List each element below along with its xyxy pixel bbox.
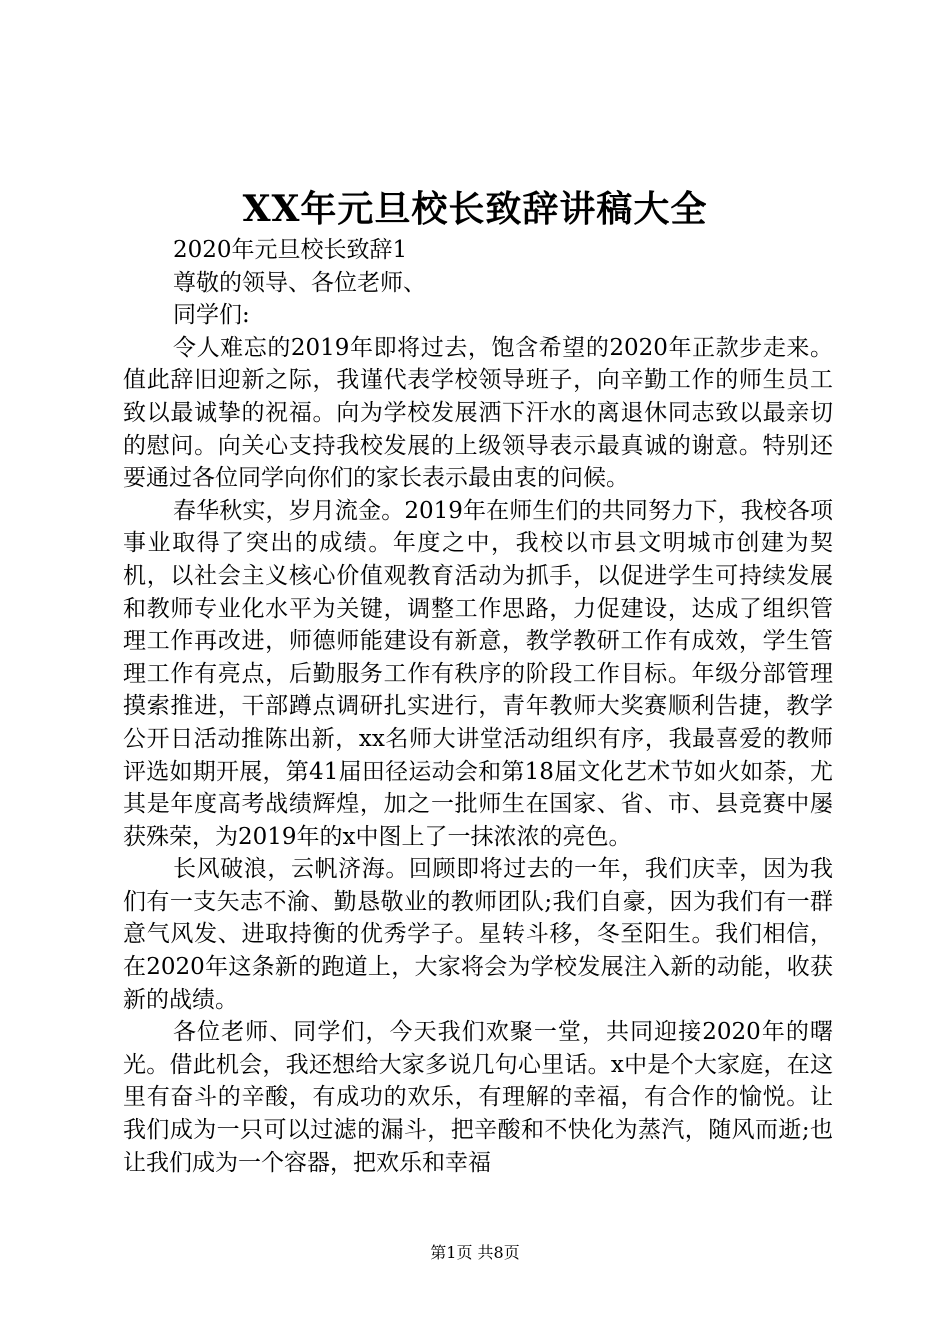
paragraph: 令人难忘的2019年即将过去，饱含希望的2020年正款步走来。值此辞旧迎新之际，我谨代表学校领导班子，向辛勤工作的师生员工致以最诚挚的祝福。向为学校发展洒下汗水的离退休同志致以最亲切的慰问。向关心支持我校发展的上级领导表示最真诚的谢意。特别还要通过各位同学向你们的家长表示最由衷的问候。 — [123, 334, 833, 492]
salutation-line-1: 尊敬的领导、各位老师、 — [173, 269, 426, 296]
page-footer: 第1页 共8页 — [430, 1243, 520, 1262]
paragraph: 长风破浪，云帆济海。回顾即将过去的一年，我们庆幸，因为我们有一支矢志不渝、勤恳敬业的教师团队;我们自豪，因为我们有一群意气风发、进取持衡的优秀学子。星转斗移，冬至阳生。我们相信，在2020年这条新的跑道上，大家将会为学校发展注入新的动能，收获新的战绩。 — [123, 856, 833, 1013]
document-title: XX年元旦校长致辞讲稿大全 — [242, 188, 708, 230]
paragraph: 各位老师、同学们，今天我们欢聚一堂，共同迎接2020年的曙光。借此机会，我还想给大家多说几句心里话。x中是个大家庭，在这里有奋斗的辛酸，有成功的欢乐，有理解的幸福，有合作的愉悦。让我们成为一只可以过滤的漏斗，把辛酸和不快化为蒸汽，随风而逝;也让我们成为一个容器，把欢乐和幸福 — [123, 1019, 833, 1176]
document-body — [123, 234, 833, 1179]
salutation-line-2: 同学们: — [173, 302, 250, 329]
subheading: 2020年元旦校长致辞1 — [173, 237, 408, 263]
paragraph: 春华秋实，岁月流金。2019年在师生们的共同努力下，我校各项事业取得了突出的成绩。年度之中，我校以市县文明城市创建为契机，以社会主义核心价值观教育活动为抓手，以促进学生可持续发展和教师专业化水平为关键，调整工作思路，力促建设，达成了组织管理工作再改进，师德师能建设有新意，教学教研工作有成效，学生管理工作有亮点，后勤服务工作有秩序的阶段工作目标。年级分部管理摸索推进，干部蹲点调研扎实进行，青年教师大奖赛顺利告捷，教学公开日活动推陈出新，xx名师大讲堂活动组织有序，我最喜爱的教师评选如期开展，第41届田径运动会和第18届文化艺术节如火如荼，尤其是年度高考战绩辉煌，加之一批师生在国家、省、市、县竞赛中屡获殊荣，为2019年的x中图上了一抹浓浓的亮色。 — [123, 497, 833, 850]
